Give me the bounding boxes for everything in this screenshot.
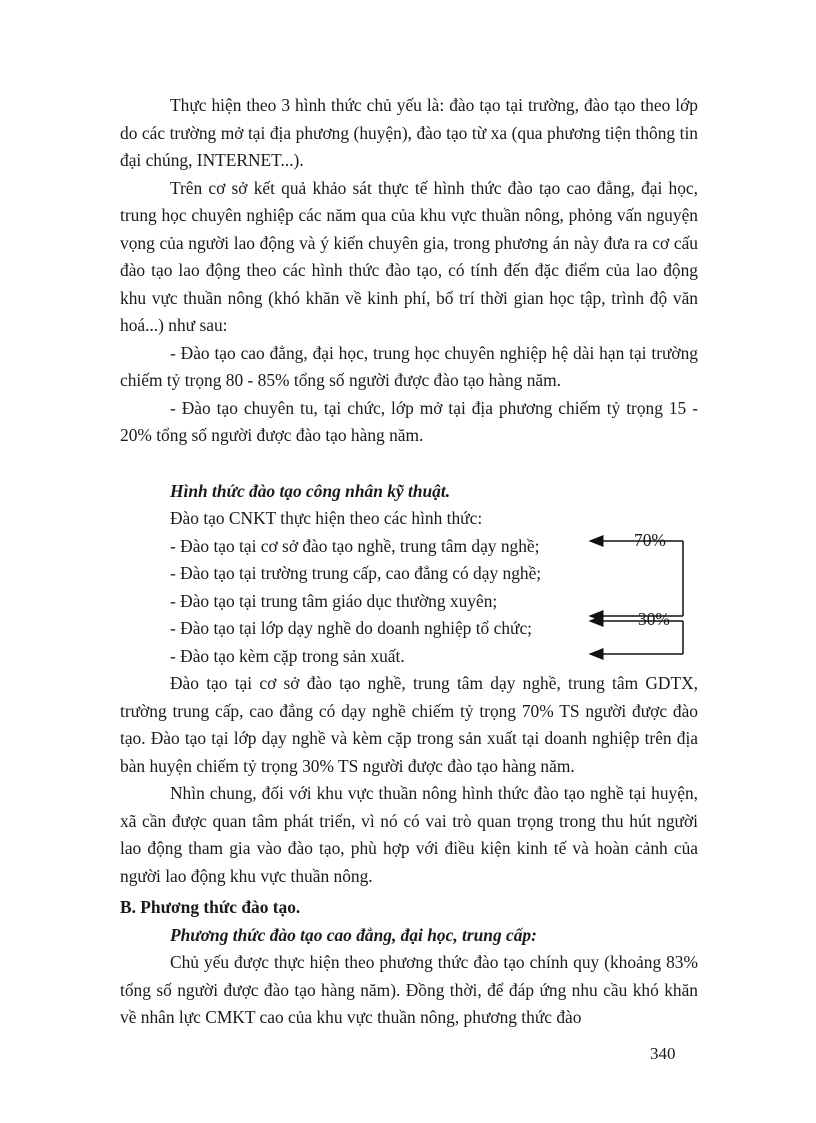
list-item: - Đào tạo kèm cặp trong sản xuất. [170, 645, 405, 666]
label-30-percent: 30% [638, 609, 670, 629]
page-number: 340 [650, 1044, 676, 1063]
heading-cnkt-forms: Hình thức đào tạo công nhân kỹ thuật. [170, 480, 451, 501]
subheading-college-methods: Phương thức đào tạo cao đẳng, đại học, trung cấp: [170, 924, 537, 945]
cnkt-intro: Đào tạo CNKT thực hiện theo các hình thức: [170, 508, 483, 528]
paragraph-summary: Nhìn chung, đối với khu vực thuần nông hình thức đào tạo nghề tại huyện, xã cần được quan tâm phát triển, vì nó có vai trò quan trọng trong thu hút người lao động tham gia vào đào tạo, phù hợp với điều kiện kinh tế và hoàn cảnh của người lao động khu vực thuần nông. [120, 783, 698, 886]
document-page [120, 92, 698, 1032]
paragraph-cnkt-shares: Đào tạo tại cơ sở đào tạo nghề, trung tâm dạy nghề, trung tâm GDTX, trường trung cấp, cao đẳng có dạy nghề chiếm tỷ trọng 70% TS người được đào tạo. Đào tạo tại lớp dạy nghề và kèm cặp trong sản xuất tại doanh nghiệp trên địa bàn huyện chiếm tỷ trọng 30% TS người được đào tạo hàng năm. [120, 673, 698, 776]
paragraph-regular-training: Chủ yếu được thực hiện theo phương thức đào tạo chính quy (khoảng 83% tổng số người được đào tạo hàng năm). Đồng thời, để đáp ứng nhu cầu khó khăn về nhân lực CMKT cao của khu vực thuần nông, phương thức đào [120, 952, 698, 1027]
list-item: - Đào tạo tại cơ sở đào tạo nghề, trung tâm dạy nghề; [170, 535, 540, 556]
paragraph-survey-basis: Trên cơ sở kết quả khảo sát thực tế hình thức đào tạo cao đẳng, đại học, trung học chuyên nghiệp các năm qua của khu vực thuần nông, phỏng vấn nguyện vọng của người lao động và ý kiến chuyên gia, trong phương án này đưa ra cơ cấu đào tạo lao động theo các hình thức đào tạo, có tính đến đặc điểm của lao động khu vực thuần nông (khó khăn về kinh phí, bố trí thời gian học tập, trình độ văn hoá...) như sau: [120, 177, 698, 335]
paragraph-in-service-share: - Đào tạo chuyên tu, tại chức, lớp mở tại địa phương chiếm tỷ trọng 15 - 20% tổng số người được đào tạo hàng năm. [120, 397, 698, 445]
spacer [120, 450, 698, 476]
heading-section-b: B. Phương thức đào tạo. [120, 897, 301, 917]
paragraph-training-forms: Thực hiện theo 3 hình thức chủ yếu là: đào tạo tại trường, đào tạo theo lớp do các trường mở tại địa phương (huyện), đào tạo từ xa (qua phương tiện thông tin đại chúng, INTERNET...). [120, 95, 698, 170]
label-70-percent: 70% [634, 530, 666, 550]
list-item: - Đào tạo tại trung tâm giáo dục thường xuyên; [170, 590, 498, 611]
paragraph-long-term-share: - Đào tạo cao đẳng, đại học, trung học chuyên nghiệp hệ dài hạn tại trường chiếm tỷ trọng 80 - 85% tổng số người được đào tạo hàng năm. [120, 342, 698, 390]
list-item: - Đào tạo tại lớp dạy nghề do doanh nghiệp tổ chức; [170, 618, 532, 638]
list-item: - Đào tạo tại trường trung cấp, cao đẳng có dạy nghề; [170, 563, 542, 583]
